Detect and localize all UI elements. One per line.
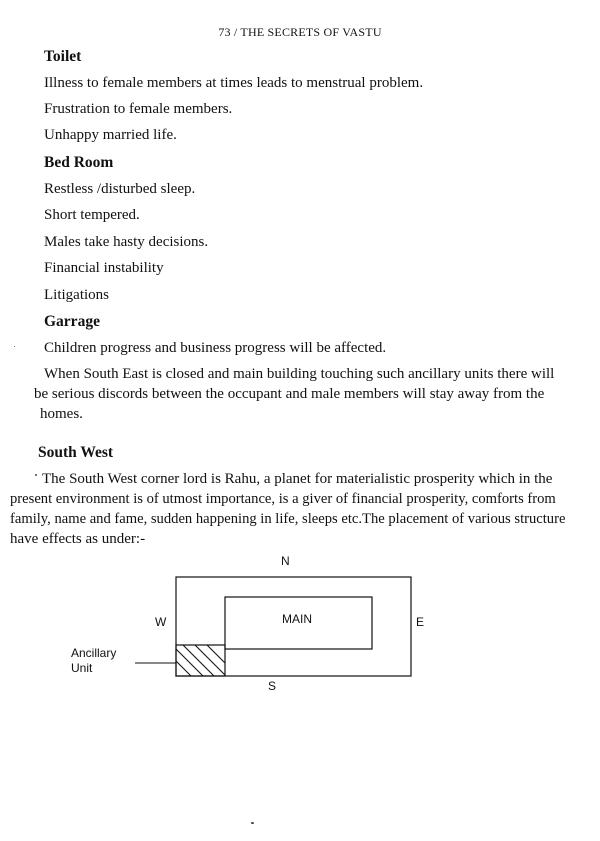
toilet-item: Illness to female members at times leads to menstrual problem.: [44, 75, 424, 91]
garage-paragraph-line: homes.: [40, 406, 83, 422]
compass-south-label: S: [268, 679, 277, 693]
ancillary-unit-label-line2: Unit: [71, 661, 93, 675]
bedroom-heading: Bed Room: [44, 154, 114, 171]
scan-speck: [251, 822, 254, 824]
scan-speck: [14, 346, 15, 347]
ancillary-unit-box: [176, 645, 225, 676]
bedroom-item: Financial instability: [44, 260, 164, 276]
compass-west-label: W: [155, 615, 167, 629]
south-west-paragraph-line: have effects as under:-: [10, 531, 146, 547]
south-west-paragraph-line: The South West corner lord is Rahu, a planet for materialistic prosperity which in the: [42, 471, 553, 487]
bedroom-item: Litigations: [44, 287, 109, 303]
ancillary-unit-label-line1: Ancillary: [71, 646, 117, 660]
south-west-heading: South West: [38, 444, 114, 461]
page-header: 73 / THE SECRETS OF VASTU: [218, 25, 382, 39]
garage-paragraph-line: be serious discords between the occupant and male members will stay away from the: [34, 386, 545, 402]
south-west-paragraph-line: present environment is of utmost importance, is a giver of financial prosperity, comforts from: [10, 491, 556, 507]
compass-east-label: E: [416, 615, 425, 629]
garage-item: Children progress and business progress will be affected.: [44, 340, 387, 356]
toilet-heading: Toilet: [44, 48, 82, 65]
bedroom-item: Restless /disturbed sleep.: [44, 181, 196, 197]
garage-heading: Garrage: [44, 313, 100, 330]
bedroom-item: Short tempered.: [44, 207, 140, 223]
scan-speck: [35, 474, 37, 476]
bedroom-item: Males take hasty decisions.: [44, 234, 209, 250]
toilet-item: Frustration to female members.: [44, 101, 233, 117]
ancillary-unit-hatching: [176, 645, 225, 676]
compass-north-label: N: [281, 554, 290, 568]
south-west-paragraph-line: family, name and fame, sudden happening in life, sleeps etc.The placement of various structure: [10, 511, 566, 527]
garage-paragraph-line: When South East is closed and main building touching such ancillary units there will: [44, 366, 555, 382]
main-building-label: MAIN: [282, 612, 312, 626]
toilet-item: Unhappy married life.: [44, 127, 177, 143]
